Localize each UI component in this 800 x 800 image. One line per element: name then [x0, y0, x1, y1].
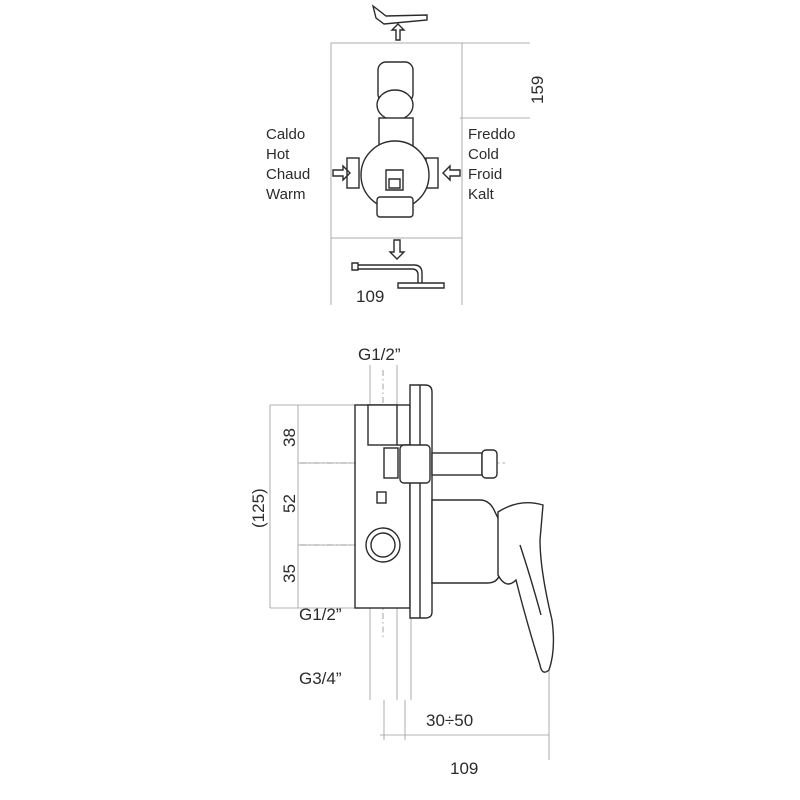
hot-label-de: Warm [266, 186, 306, 203]
shower-outlet-arrow [390, 240, 404, 259]
shower-head-icon [352, 263, 444, 288]
hot-label-en: Hot [266, 146, 290, 163]
upper-dim-label: 38 [280, 428, 299, 447]
valve-body-side [355, 405, 410, 608]
hot-label-fr: Chaud [266, 166, 311, 183]
cold-label-fr: Froid [468, 166, 503, 183]
cold-inlet-arrow [443, 166, 460, 180]
bottom-thread-label: G1/2” [299, 605, 342, 624]
cold-label-en: Cold [468, 146, 499, 163]
height-dim-label: 159 [528, 75, 547, 104]
outlet-thread-label: G3/4” [299, 669, 342, 688]
lower-dim-label: 35 [280, 564, 299, 583]
adjust-range-label: 30÷50 [426, 711, 474, 730]
side-view [249, 345, 553, 778]
spout-icon [373, 6, 427, 24]
hot-label-it: Caldo [266, 126, 306, 143]
spout-outlet-arrow [392, 24, 404, 40]
top-thread-label: G1/2” [358, 345, 401, 364]
top-view [266, 6, 547, 306]
width-dim-label: 109 [356, 287, 385, 306]
total-height-label: (125) [249, 488, 268, 528]
cold-label-de: Kalt [468, 186, 494, 203]
valve-body-top [347, 62, 438, 217]
middle-dim-label: 52 [280, 494, 299, 513]
depth-dim-label: 109 [450, 759, 479, 778]
cold-label-it: Freddo [468, 126, 516, 143]
mixer-lever [432, 500, 553, 672]
wall-plate [410, 385, 432, 618]
diverter-knob [400, 445, 497, 483]
